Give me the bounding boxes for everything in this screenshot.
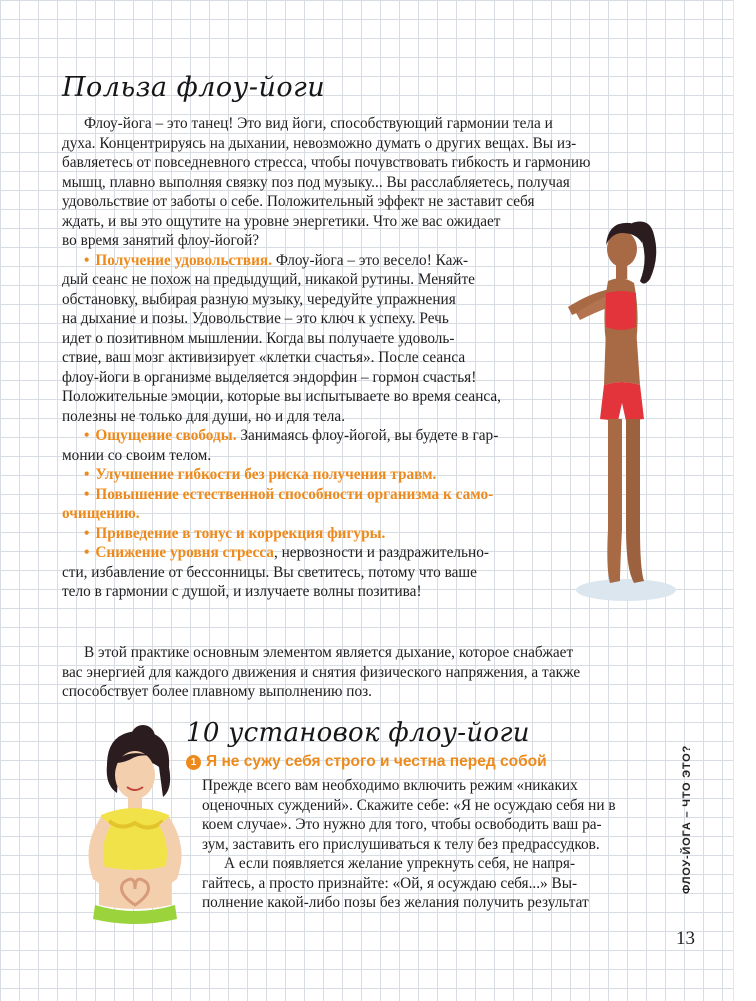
text-line: флоу-йоги в организме выделяется эндорфин – гормон счастья!: [62, 368, 477, 386]
page-edge: [733, 0, 756, 1001]
bullet-icon: •: [84, 524, 90, 542]
bullet-highlight: Приведение в тонус и коррекция фигуры.: [95, 524, 386, 542]
text-line: тело в гармонии с душой, и излучаете волны позитива!: [62, 583, 422, 600]
text-line: гайтесь, а просто признайте: «Ой, я осуждаю себя...» Вы-: [202, 874, 578, 892]
bullet-highlight: Ощущение свободы.: [95, 427, 237, 444]
text-line: , нервозности и раздражительно-: [273, 544, 489, 561]
text-line: Флоу-йога – это весело! Каж-: [272, 251, 469, 269]
page-title: Польза флоу-йоги: [62, 72, 326, 103]
text-line: духа. Концентрируясь на дыхании, невозможно думать о других вещах. Вы из-: [62, 134, 577, 152]
text-line: сти, избавление от бессонницы. Вы светитесь, потому что ваше: [62, 563, 477, 581]
woman-heart-hands-illustration: [65, 725, 195, 925]
text-line: Занимаясь флоу-йогой, вы будете в гар-: [236, 427, 499, 444]
text-line: оценочных суждений». Скажите себе: «Я не осуждаю себя ни в: [202, 796, 616, 814]
text-line: бавляетесь от повседневного стресса, чтобы почувствовать гибкость и гармонию: [62, 154, 591, 171]
bullet-icon: •: [84, 544, 90, 561]
bullet-icon: •: [84, 427, 90, 444]
text-line: коем случае». Это нужно для того, чтобы освободить ваш ра-: [202, 816, 602, 833]
breathing-paragraph: [62, 643, 662, 702]
text-line: обстановку, выбирая разную музыку, чередуйте упражнения: [62, 290, 456, 308]
bullet-highlight: Повышение естественной способности организма к само-: [95, 485, 494, 503]
text-line: на дыхание и позы. Удовольствие – это ключ к успеху. Речь: [62, 310, 449, 327]
subheading: [186, 753, 547, 771]
text-line: вас энергией для каждого движения и снятия физического напряжения, а также: [62, 663, 581, 681]
rule1-paragraph: [202, 776, 664, 913]
text-line: полнение какой-либо позы без желания получить результат: [202, 894, 589, 911]
text-line: Положительные эмоции, которые вы испытываете во время сеанса,: [62, 388, 501, 405]
text-line: полезны не только для души, но и для тела.: [62, 407, 346, 425]
text-line: дый сеанс не похож на предыдущий, никакой рутины. Меняйте: [62, 271, 475, 288]
text-line: Флоу-йога – это танец! Это вид йоги, способствующий гармонии тела и: [84, 115, 553, 132]
page-number: 13: [676, 928, 695, 949]
text-line: способствует более плавному выполнению поз.: [62, 683, 373, 700]
text-line: мышц, плавно выполняя связку поз под музыку... Вы расслабляетесь, получая: [62, 173, 570, 191]
bullet-icon: •: [84, 466, 90, 483]
bullet-highlight: Снижение уровня стресса: [95, 544, 274, 561]
bullet-highlight: Получение удовольствия.: [95, 251, 273, 269]
text-line: монии со своим телом.: [62, 446, 212, 464]
subheading-text: Я не сужу себя строго и честна перед собой: [206, 753, 547, 770]
bullet-icon: •: [84, 485, 90, 503]
text-line: идет о позитивном мышлении. Когда вы получаете удоволь-: [62, 329, 455, 347]
text-line: зум, заставить его прислушиваться к телу без предрассудков.: [202, 835, 600, 853]
text-line: Прежде всего вам необходимо включить режим «никаких: [202, 777, 578, 794]
text-line: ствие, ваш мозг активизирует «клетки счастья». После сеанса: [62, 349, 466, 366]
text-line: В этой практике основным элементом является дыхание, которое снабжает: [84, 644, 574, 661]
chapter-side-label: ФЛОУ-ЙОГА – ЧТО ЭТО?: [681, 745, 693, 894]
bullet-icon: •: [84, 251, 90, 269]
bullet-highlight: очищению.: [62, 505, 140, 522]
woman-standing-illustration: [560, 215, 680, 610]
bullet-highlight: Улучшение гибкости без риска получения травм.: [95, 466, 437, 483]
number-badge: 1: [186, 755, 201, 770]
text-line: удовольствие от заботы о себе. Положительный эффект не заставит себя: [62, 193, 535, 210]
text-line: А если появляется желание упрекнуть себя, не напря-: [224, 855, 576, 872]
text-line: во время занятий флоу-йогой?: [62, 232, 260, 249]
text-line: ждать, и вы это ощутите на уровне энергетики. Что же вас ожидает: [62, 212, 501, 230]
section-title: 10 установок флоу-йоги: [186, 718, 530, 748]
